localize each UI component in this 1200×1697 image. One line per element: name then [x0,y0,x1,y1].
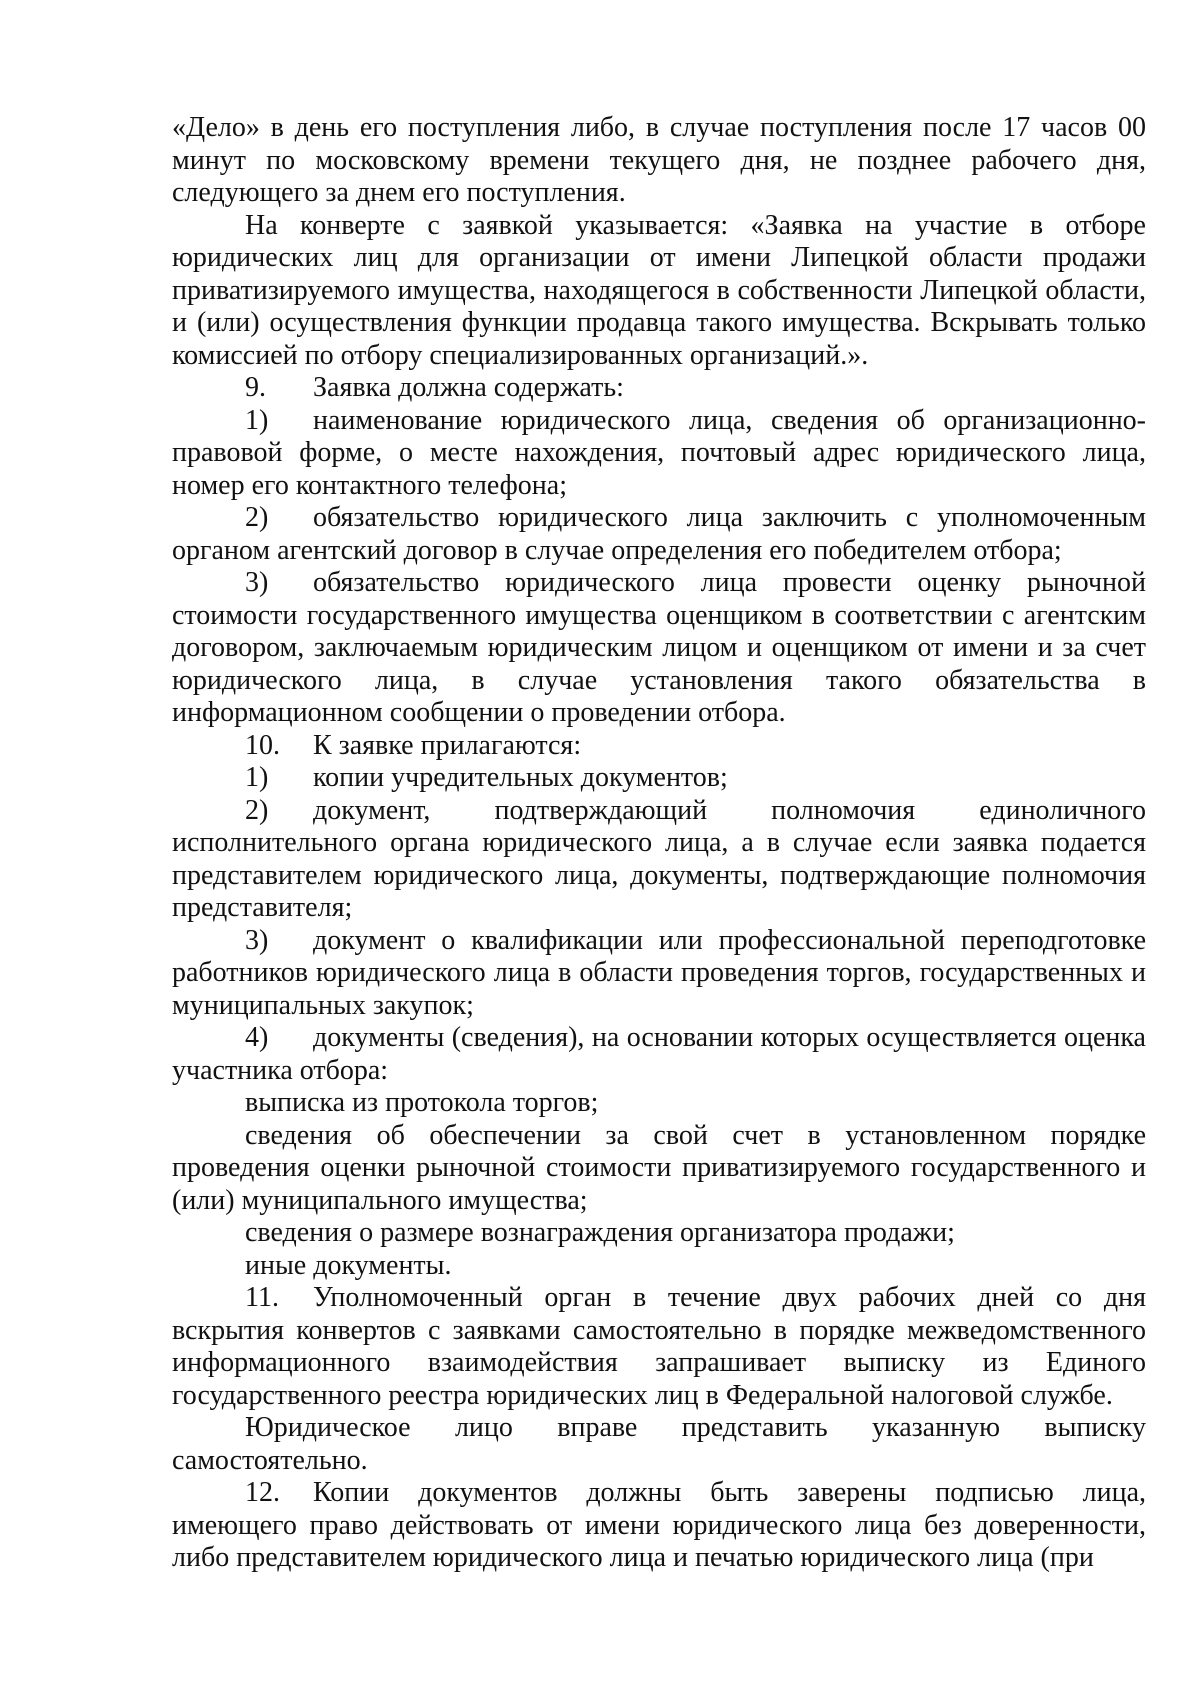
item-number: 3) [245,924,269,956]
item-text: Уполномоченный орган в течение двух рабочих дней со дня вскрытия конвертов с заявками самостоятельно в порядке межведомственного информационного взаимодействия запрашивает выписку из Единого государственного реестра юридических лиц в Федеральной налоговой службе. [172,1282,1146,1411]
item-9-2 [172,502,1146,567]
sub-item-other-documents: иные документы. [245,1249,452,1281]
item-number: 1) [245,762,269,793]
item-text: К заявке прилагаются: [313,729,582,761]
paragraph-self-submit: Юридическое лицо вправе представить указанную выписку самостоятельно. [172,1412,1146,1476]
item-number: 11. [245,1282,279,1313]
item-text: обязательство юридического лица заключить с уполномоченным органом агентский договор в случае определения его победителем отбора; [172,502,1146,566]
item-9-3 [172,567,1146,730]
item-text: документ о квалификации или профессиональной переподготовке работников юридического лица в области проведения торгов, государственных и муниципальных закупок; [172,924,1146,1021]
sub-item-remuneration: сведения о размере вознаграждения организатора продажи; [245,1217,955,1248]
item-text: копии учредительных документов; [313,762,728,793]
item-10-1 [172,762,1146,795]
item-10-2 [172,795,1146,925]
item-number: 2) [245,794,269,826]
document-page [172,112,1146,1575]
paragraph-continuation: «Дело» в день его поступления либо, в случае поступления после 17 часов 00 минут по московскому времени текущего дня, не позднее рабочего дня, следующего за днем его поступления. [172,112,1146,208]
item-number: 4) [245,1022,269,1053]
item-number: 9. [245,372,266,403]
item-9 [172,372,1146,405]
item-11 [172,1282,1146,1412]
item-9-1 [172,405,1146,503]
item-number: 2) [245,502,269,533]
item-number: 12. [245,1477,280,1508]
item-10-3 [172,925,1146,1023]
item-text: наименование юридического лица, сведения об организационно-правовой форме, о месте нахождения, почтовый адрес юридического лица, номер его контактного телефона; [172,404,1146,501]
item-text: обязательство юридического лица провести оценку рыночной стоимости государственного имущества оценщиком в соответствии с агентским договором, заключаемым юридическим лицом и оценщиком от имени и за счет юридического лица, в случае установления такого обязательства в информационном сообщении о проведении отбора. [172,567,1146,728]
item-10-4 [172,1022,1146,1087]
item-number: 10. [245,729,280,761]
sub-item-valuation-provision: сведения об обеспечении за свой счет в установленном порядке проведения оценки рыночной стоимости приватизируемого государственного и (или) муниципального имущества; [172,1119,1146,1216]
item-text: Заявка должна содержать: [313,372,624,403]
sub-item-auction-extract: выписка из протокола торгов; [245,1087,599,1118]
paragraph-envelope-note: На конверте с заявкой указывается: «Заявка на участие в отборе юридических лиц для организации от имени Липецкой области продажи приватизируемого имущества, находящегося в собственности Липецкой области, и (или) осуществления функции продавца такого имущества. Вскрывать только комиссией по отбору специализированных организаций.». [172,209,1146,371]
item-text: документы (сведения), на основании которых осуществляется оценка участника отбора: [172,1022,1146,1086]
item-12 [172,1477,1146,1575]
item-number: 3) [245,567,269,598]
item-10 [172,730,1146,763]
item-number: 1) [245,404,269,436]
item-text: Копии документов должны быть заверены подписью лица, имеющего право действовать от имени юридического лица без доверенности, либо представителем юридического лица и печатью юридического лица (при [172,1477,1146,1573]
item-text: документ, подтверждающий полномочия единоличного исполнительного органа юридического лица, а в случае если заявка подается представителем юридического лица, документы, подтверждающие полномочия представителя; [172,794,1146,923]
